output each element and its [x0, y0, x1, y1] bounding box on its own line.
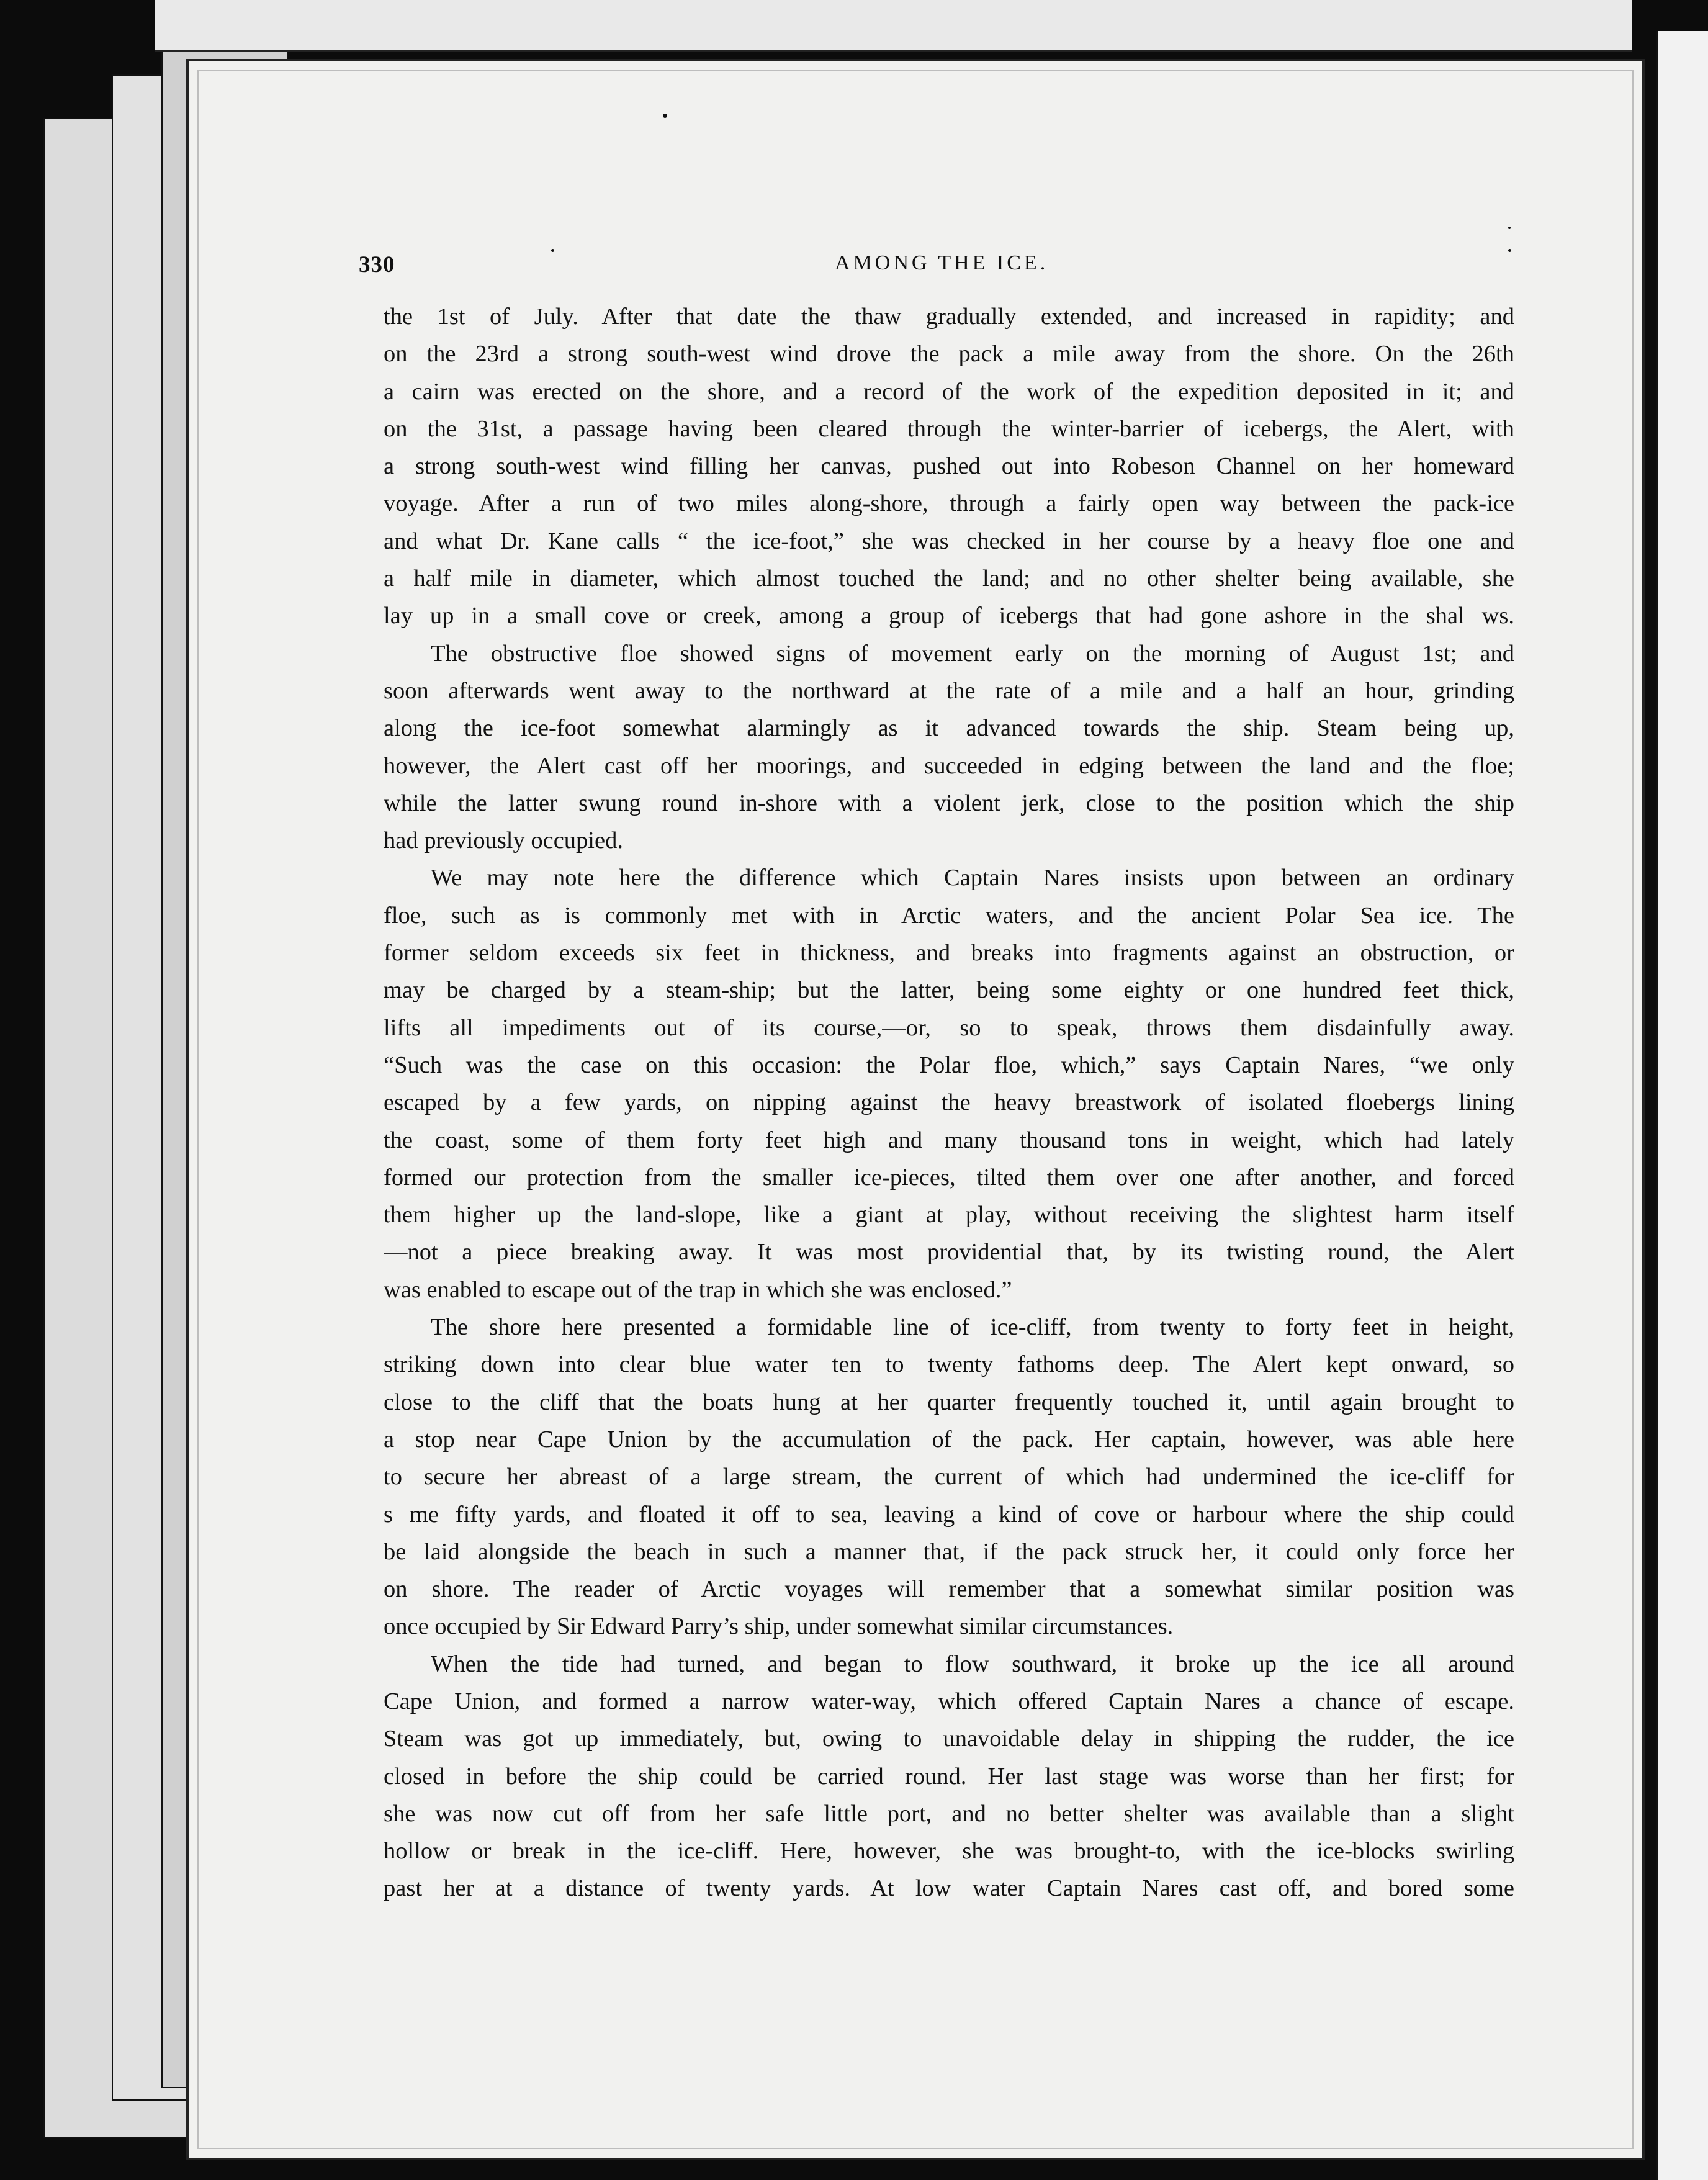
text-line: a cairn was erected on the shore, and a record of the work of the expedition deposited in it; and [384, 378, 1514, 405]
text-line: once occupied by Sir Edward Parry’s ship, under somewhat similar circumstances. [384, 1613, 1174, 1640]
page-number: 330 [359, 252, 395, 277]
print-speck [1508, 227, 1511, 229]
body-text [384, 298, 1514, 1908]
text-line: formed our protection from the smaller ice-pieces, tilted them over one after another, and forced [384, 1164, 1514, 1191]
text-line: to secure her abreast of a large stream, the current of which had undermined the ice-cliff for [384, 1464, 1514, 1490]
text-line: a stop near Cape Union by the accumulation of the pack. Her captain, however, was able here [384, 1426, 1514, 1453]
running-title: AMONG THE ICE. [835, 251, 1049, 274]
running-head [186, 245, 1645, 282]
facing-page-edge [1656, 31, 1708, 2180]
text-line: striking down into clear blue water ten to twenty fathoms deep. The Alert kept onward, so [384, 1351, 1514, 1378]
text-line: them higher up the land-slope, like a giant at play, without receiving the slightest harm itself [384, 1202, 1514, 1228]
text-line: past her at a distance of twenty yards. At low water Captain Nares cast off, and bored some [384, 1875, 1514, 1902]
text-line: a half mile in diameter, which almost touched the land; and no other shelter being available, she [384, 565, 1514, 592]
top-page-edge [155, 0, 1632, 52]
text-line: however, the Alert cast off her moorings, and succeeded in edging between the land and the floe; [384, 752, 1514, 779]
text-line: We may note here the difference which Captain Nares insists upon between an ordinary [431, 865, 1514, 891]
text-line: on the 31st, a passage having been cleared through the winter-barrier of icebergs, the Alert, with [384, 415, 1514, 442]
text-line: Cape Union, and formed a narrow water-way, which offered Captain Nares a chance of escape. [384, 1688, 1514, 1714]
text-line: on the 23rd a strong south-west wind drove the pack a mile away from the shore. On the 26th [384, 341, 1514, 367]
text-line: and what Dr. Kane calls “ the ice-foot,” she was checked in her course by a heavy floe one and [384, 528, 1514, 554]
text-line: close to the cliff that the boats hung at her quarter frequently touched it, until again brought to [384, 1389, 1514, 1415]
text-line: along the ice-foot somewhat alarmingly as it advanced towards the ship. Steam being up, [384, 715, 1514, 742]
text-line: The shore here presented a formidable line of ice-cliff, from twenty to forty feet in height, [431, 1314, 1514, 1341]
print-speck [1508, 249, 1511, 252]
text-line: floe, such as is commonly met with in Arctic waters, and the ancient Polar Sea ice. The [384, 902, 1514, 929]
text-line: be laid alongside the beach in such a manner that, if the pack struck her, it could only force her [384, 1538, 1514, 1565]
text-line: —not a piece breaking away. It was most providential that, by its twisting round, the Alert [384, 1239, 1514, 1266]
text-line: was enabled to escape out of the trap in which she was enclosed.” [384, 1276, 1012, 1303]
text-line: the 1st of July. After that date the thaw gradually extended, and increased in rapidity; and [384, 304, 1514, 330]
text-line: the coast, some of them forty feet high and many thousand tons in weight, which had lately [384, 1127, 1514, 1153]
text-line: closed in before the ship could be carried round. Her last stage was worse than her first; for [384, 1763, 1514, 1790]
book-page [186, 59, 1645, 2160]
text-line: a strong south-west wind filling her canvas, pushed out into Robeson Channel on her homeward [384, 453, 1514, 480]
text-line: on shore. The reader of Arctic voyages will remember that a somewhat similar position was [384, 1576, 1514, 1603]
text-line: had previously occupied. [384, 827, 623, 854]
text-line: soon afterwards went away to the northward at the rate of a mile and a half an hour, grinding [384, 677, 1514, 704]
text-line: she was now cut off from her safe little port, and no better shelter was available than a slight [384, 1800, 1514, 1827]
text-line: The obstructive floe showed signs of movement early on the morning of August 1st; and [431, 640, 1514, 667]
text-line: Steam was got up immediately, but, owing to unavoidable delay in shipping the rudder, the ice [384, 1726, 1514, 1752]
text-line: “Such was the case on this occasion: the Polar floe, which,” says Captain Nares, “we only [384, 1052, 1514, 1078]
text-line: escaped by a few yards, on nipping against the heavy breastwork of isolated floebergs lining [384, 1089, 1514, 1116]
print-speck [663, 114, 667, 118]
text-line: former seldom exceeds six feet in thickness, and breaks into fragments against an obstruction, or [384, 940, 1514, 966]
text-line: while the latter swung round in-shore with a violent jerk, close to the position which the ship [384, 790, 1514, 816]
text-line: When the tide had turned, and began to flow southward, it broke up the ice all around [431, 1651, 1514, 1677]
text-line: lay up in a small cove or creek, among a group of icebergs that had gone ashore in the shal ws. [384, 603, 1514, 629]
text-line: lifts all impediments out of its course,—or, so to speak, throws them disdainfully away. [384, 1014, 1514, 1041]
text-line: hollow or break in the ice-cliff. Here, however, she was brought-to, with the ice-blocks swirling [384, 1838, 1514, 1865]
text-line: may be charged by a steam-ship; but the latter, being some eighty or one hundred feet thick, [384, 977, 1514, 1004]
print-speck [551, 249, 554, 252]
text-line: s me fifty yards, and floated it off to sea, leaving a kind of cove or harbour where the ship could [384, 1501, 1514, 1528]
text-line: voyage. After a run of two miles along-shore, through a fairly open way between the pack-ice [384, 490, 1514, 517]
